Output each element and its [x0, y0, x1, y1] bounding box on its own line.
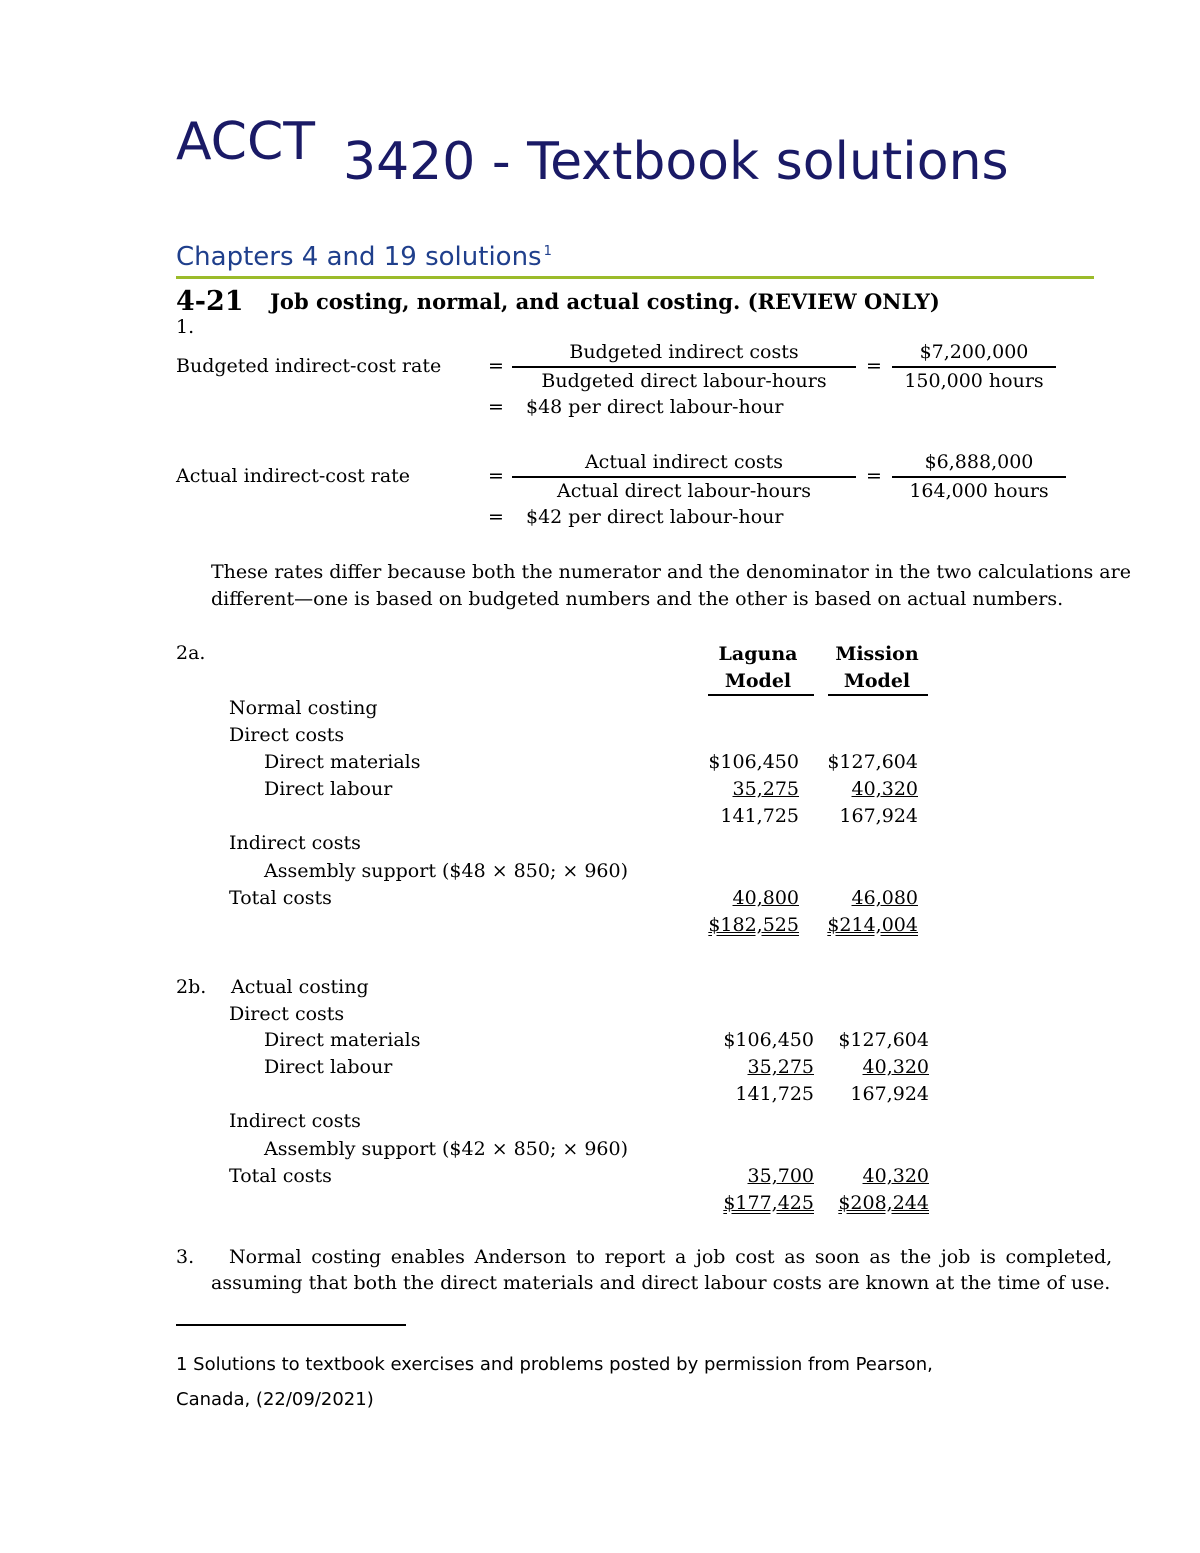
column-header-laguna-line1: Laguna — [718, 643, 798, 665]
footnote-line-1: 1 Solutions to textbook exercises and problems posted by permission from Pearson, — [176, 1354, 933, 1375]
normal-costing-heading: Normal costing — [229, 697, 378, 719]
direct-materials-label: Direct materials — [264, 751, 421, 773]
normal-subtotal-mission: 167,924 — [839, 805, 918, 827]
column-header-mission — [826, 641, 928, 695]
actual-dl-mission: 40,320 — [862, 1056, 929, 1078]
footnote-rule — [176, 1324, 406, 1326]
direct-costs-label: Direct costs — [229, 1003, 345, 1025]
budgeted-num-value: $7,200,000 — [919, 341, 1029, 363]
direct-labour-label: Direct labour — [264, 778, 393, 800]
actual-rate-label: Actual indirect-cost rate — [176, 465, 411, 487]
exercise-title: Job costing, normal, and actual costing. (REVIEW ONLY) — [270, 289, 940, 314]
budgeted-eq-sign-3: = — [488, 396, 504, 418]
normal-subtotal-laguna: 141,725 — [720, 805, 799, 827]
actual-total-mission: $208,244 — [838, 1192, 929, 1214]
part1-label: 1. — [176, 316, 195, 338]
normal-total-mission: $214,004 — [827, 914, 918, 936]
total-costs-label: Total costs — [229, 887, 332, 909]
part3-label: 3. — [176, 1246, 195, 1268]
column-header-laguna-line2: Model — [724, 670, 792, 692]
actual-total-laguna: $177,425 — [723, 1192, 814, 1214]
exercise-number: 4-21 — [176, 286, 244, 317]
budgeted-eq-sign-2: = — [866, 355, 882, 377]
budgeted-value-fraction — [892, 339, 1056, 395]
normal-as-laguna: 40,800 — [732, 887, 799, 909]
actual-numerator: Actual indirect costs — [584, 451, 784, 473]
heading-rule — [176, 276, 1094, 279]
footnote-ref: 1 — [543, 244, 552, 260]
actual-subtotal-laguna: 141,725 — [735, 1083, 814, 1105]
part3-line-2: assuming that both the direct materials and direct labour costs are known at the time of use. — [211, 1272, 1111, 1294]
budgeted-den-value: 150,000 hours — [904, 370, 1044, 392]
actual-dl-laguna: 35,275 — [747, 1056, 814, 1078]
total-costs-label: Total costs — [229, 1165, 332, 1187]
budgeted-numerator: Budgeted indirect costs — [569, 341, 799, 363]
budgeted-rate-result: $48 per direct labour-hour — [526, 396, 784, 418]
actual-dm-mission: $127,604 — [838, 1029, 929, 1051]
actual-formula-fraction — [512, 449, 856, 505]
budgeted-denominator: Budgeted direct labour-hours — [541, 370, 827, 392]
column-header-laguna — [702, 641, 814, 695]
actual-eq-sign-3: = — [488, 506, 504, 528]
actual-value-fraction — [892, 449, 1066, 505]
normal-dl-laguna: 35,275 — [732, 778, 799, 800]
actual-rate-result: $42 per direct labour-hour — [526, 506, 784, 528]
part2b-label: 2b. — [176, 976, 207, 998]
chapter-heading — [176, 242, 552, 272]
actual-as-laguna: 35,700 — [747, 1165, 814, 1187]
title-course-code: ACCT — [176, 112, 316, 172]
normal-dm-mission: $127,604 — [827, 751, 918, 773]
actual-subtotal-mission: 167,924 — [850, 1083, 929, 1105]
actual-den-value: 164,000 hours — [909, 480, 1049, 502]
footnote-line-2: Canada, (22/09/2021) — [176, 1389, 374, 1410]
actual-eq-sign: = — [488, 465, 504, 487]
normal-dm-laguna: $106,450 — [708, 751, 799, 773]
assembly-support-label: Assembly support ($48 × 850; × 960) — [264, 860, 629, 882]
direct-costs-label: Direct costs — [229, 724, 345, 746]
actual-denominator: Actual direct labour-hours — [556, 480, 812, 502]
actual-num-value: $6,888,000 — [924, 451, 1034, 473]
explanation-line-2: different—one is based on budgeted numbers and the other is based on actual numbers. — [211, 588, 1064, 610]
budgeted-rate-label: Budgeted indirect-cost rate — [176, 355, 442, 377]
actual-eq-sign-2: = — [866, 465, 882, 487]
column-header-mission-line1: Mission — [835, 643, 919, 665]
budgeted-eq-sign: = — [488, 355, 504, 377]
normal-total-laguna: $182,525 — [708, 914, 799, 936]
normal-as-mission: 46,080 — [851, 887, 918, 909]
actual-as-mission: 40,320 — [862, 1165, 929, 1187]
indirect-costs-label: Indirect costs — [229, 1110, 361, 1132]
actual-dm-laguna: $106,450 — [723, 1029, 814, 1051]
column-header-mission-line2: Model — [843, 670, 911, 692]
normal-dl-mission: 40,320 — [851, 778, 918, 800]
budgeted-formula-fraction — [512, 339, 856, 395]
direct-materials-label: Direct materials — [264, 1029, 421, 1051]
explanation-line-1: These rates differ because both the numerator and the denominator in the two calculations are — [211, 561, 1131, 583]
direct-labour-label: Direct labour — [264, 1056, 393, 1078]
chapter-heading-text: Chapters 4 and 19 solutions — [176, 242, 542, 272]
part3-line-1: Normal costing enables Anderson to report a job cost as soon as the job is completed, — [229, 1246, 1113, 1268]
assembly-support-label: Assembly support ($42 × 850; × 960) — [264, 1138, 629, 1160]
indirect-costs-label: Indirect costs — [229, 832, 361, 854]
title-text: 3420 - Textbook solutions — [343, 132, 1009, 192]
column-header-underline — [828, 694, 928, 696]
part2a-label: 2a. — [176, 642, 206, 664]
actual-costing-heading: Actual costing — [231, 976, 369, 998]
column-header-underline — [708, 694, 814, 696]
